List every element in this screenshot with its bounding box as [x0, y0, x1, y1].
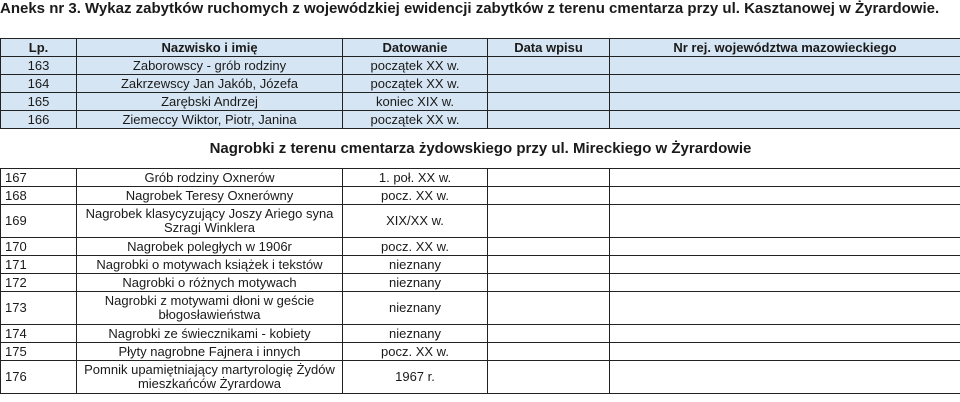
- cell-date: 1967 r.: [343, 361, 488, 394]
- cell-entry-date: [488, 187, 610, 205]
- cell-name: Ziemeccy Wiktor, Piotr, Janina: [77, 111, 343, 129]
- cell-entry-date: [488, 274, 610, 292]
- section-row: [1, 137, 960, 160]
- table-row: [1, 325, 960, 343]
- cell-name: Nagrobek poległych w 1906r: [77, 238, 343, 256]
- cell-date: 1. poł. XX w.: [343, 169, 488, 187]
- cell-register-number: [610, 205, 960, 238]
- cell-register-number: [610, 238, 960, 256]
- cell-register-number: [610, 343, 960, 361]
- cell-register-number: [610, 111, 960, 129]
- cell-lp: 163: [1, 57, 77, 75]
- cell-entry-date: [488, 169, 610, 187]
- monuments-table: [0, 38, 960, 394]
- table-row: [1, 361, 960, 394]
- cell-date: początek XX w.: [343, 111, 488, 129]
- cell-lp: 167: [1, 169, 77, 187]
- cell-lp: 175: [1, 343, 77, 361]
- header-name: Nazwisko i imię: [77, 39, 343, 57]
- cell-entry-date: [488, 292, 610, 325]
- cell-name: Zakrzewscy Jan Jakób, Józefa: [77, 75, 343, 93]
- cell-entry-date: [488, 325, 610, 343]
- cell-lp: 166: [1, 111, 77, 129]
- table-row: [1, 93, 960, 111]
- cell-lp: 169: [1, 205, 77, 238]
- cell-lp: 173: [1, 292, 77, 325]
- table-row: [1, 256, 960, 274]
- section-title: Nagrobki z terenu cmentarza żydowskiego przy ul. Mireckiego w Żyrardowie: [1, 137, 960, 160]
- spacer-row: [1, 160, 960, 169]
- cell-name: Nagrobek klasycyzujący Joszy Ariego syna Szragi Winklera: [77, 205, 343, 238]
- cell-entry-date: [488, 75, 610, 93]
- cell-lp: 174: [1, 325, 77, 343]
- cell-date: pocz. XX w.: [343, 187, 488, 205]
- cell-register-number: [610, 361, 960, 394]
- cell-name: Nagrobki o różnych motywach: [77, 274, 343, 292]
- cell-register-number: [610, 274, 960, 292]
- spacer-cell: [1, 129, 960, 138]
- spacer-cell: [1, 160, 960, 169]
- cell-register-number: [610, 256, 960, 274]
- header-entry-date: Data wpisu: [488, 39, 610, 57]
- cell-entry-date: [488, 205, 610, 238]
- cell-lp: 168: [1, 187, 77, 205]
- cell-date: nieznany: [343, 274, 488, 292]
- cell-name: Nagrobek Teresy Oxnerówny: [77, 187, 343, 205]
- cell-entry-date: [488, 256, 610, 274]
- cell-entry-date: [488, 111, 610, 129]
- cell-lp: 172: [1, 274, 77, 292]
- cell-date: początek XX w.: [343, 57, 488, 75]
- document-title: Aneks nr 3. Wykaz zabytków ruchomych z wojewódzkiej ewidencji zabytków z terenu cmentarza przy ul. Kasztanowej w Żyrardowie.: [0, 0, 940, 17]
- table-row: [1, 238, 960, 256]
- cell-entry-date: [488, 361, 610, 394]
- cell-name: Zaborowscy - grób rodziny: [77, 57, 343, 75]
- table-row: [1, 111, 960, 129]
- cell-entry-date: [488, 343, 610, 361]
- table-row: [1, 75, 960, 93]
- table-row: [1, 292, 960, 325]
- cell-entry-date: [488, 57, 610, 75]
- cell-register-number: [610, 75, 960, 93]
- cell-name: Płyty nagrobne Fajnera i innych: [77, 343, 343, 361]
- cell-lp: 164: [1, 75, 77, 93]
- header-register-number: Nr rej. województwa mazowieckiego: [610, 39, 960, 57]
- cell-entry-date: [488, 93, 610, 111]
- table-row: [1, 205, 960, 238]
- cell-date: pocz. XX w.: [343, 343, 488, 361]
- cell-date: początek XX w.: [343, 75, 488, 93]
- cell-date: nieznany: [343, 292, 488, 325]
- header-date: Datowanie: [343, 39, 488, 57]
- cell-date: nieznany: [343, 325, 488, 343]
- cell-date: pocz. XX w.: [343, 238, 488, 256]
- cell-register-number: [610, 187, 960, 205]
- cell-lp: 171: [1, 256, 77, 274]
- cell-register-number: [610, 292, 960, 325]
- cell-name: Grób rodziny Oxnerów: [77, 169, 343, 187]
- cell-register-number: [610, 57, 960, 75]
- cell-lp: 170: [1, 238, 77, 256]
- cell-register-number: [610, 325, 960, 343]
- cell-date: koniec XIX w.: [343, 93, 488, 111]
- table-row: [1, 169, 960, 187]
- cell-date: XIX/XX w.: [343, 205, 488, 238]
- cell-entry-date: [488, 238, 610, 256]
- cell-name: Nagrobki ze świecznikami - kobiety: [77, 325, 343, 343]
- table-row: [1, 343, 960, 361]
- cell-register-number: [610, 93, 960, 111]
- cell-name: Nagrobki o motywach książek i tekstów: [77, 256, 343, 274]
- cell-name: Zarębski Andrzej: [77, 93, 343, 111]
- table-row: [1, 57, 960, 75]
- cell-lp: 176: [1, 361, 77, 394]
- spacer-row: [1, 129, 960, 138]
- table-row: [1, 274, 960, 292]
- table-header-row: [1, 39, 960, 57]
- cell-register-number: [610, 169, 960, 187]
- table-row: [1, 187, 960, 205]
- cell-name: Nagrobki z motywami dłoni w geście błogosławieństwa: [77, 292, 343, 325]
- header-lp: Lp.: [1, 39, 77, 57]
- cell-name: Pomnik upamiętniający martyrologię Żydów mieszkańców Żyrardowa: [77, 361, 343, 394]
- cell-date: nieznany: [343, 256, 488, 274]
- cell-lp: 165: [1, 93, 77, 111]
